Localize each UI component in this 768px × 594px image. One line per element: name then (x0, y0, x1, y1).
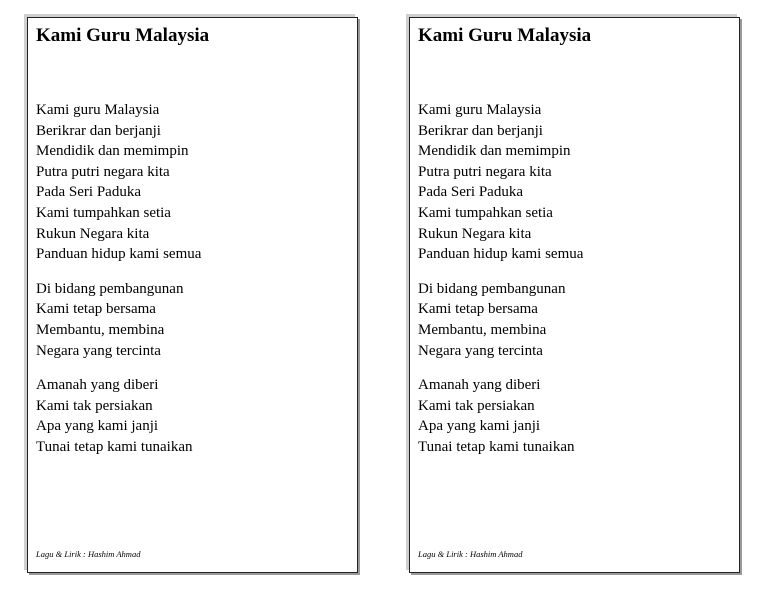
lyric-line: Panduan hidup kami semua (36, 246, 202, 263)
stanza-1 (36, 100, 201, 265)
lyric-line: Berikrar dan berjanji (418, 122, 543, 139)
lyric-card-left (27, 17, 358, 573)
lyric-line: Pada Seri Paduka (418, 184, 523, 201)
song-credit: Lagu & Lirik : Hashim Ahmad (418, 549, 523, 559)
lyric-line: Tunai tetap kami tunaikan (36, 438, 193, 455)
lyric-line: Mendidik dan memimpin (418, 143, 571, 160)
lyrics-body (36, 100, 201, 458)
stanza-2 (36, 279, 201, 361)
song-title: Kami Guru Malaysia (36, 25, 210, 46)
lyric-line: Di bidang pembangunan (36, 280, 184, 297)
lyric-line: Rukun Negara kita (36, 225, 150, 242)
lyric-line: Membantu, membina (36, 321, 165, 338)
lyric-line: Mendidik dan memimpin (36, 143, 189, 160)
lyric-line: Membantu, membina (418, 321, 547, 338)
lyric-line: Putra putri negara kita (36, 163, 170, 180)
lyric-line: Apa yang kami janji (418, 418, 541, 435)
lyric-line: Apa yang kami janji (36, 418, 159, 435)
song-credit: Lagu & Lirik : Hashim Ahmad (36, 549, 141, 559)
lyric-line: Rukun Negara kita (418, 225, 532, 242)
lyric-line: Kami guru Malaysia (418, 102, 542, 118)
stanza-2 (418, 279, 583, 361)
lyric-line: Kami tak persiakan (418, 397, 535, 414)
stanza-3 (418, 375, 583, 457)
lyric-line: Kami tetap bersama (36, 301, 156, 318)
lyric-line: Tunai tetap kami tunaikan (418, 438, 575, 455)
stanza-3 (36, 375, 201, 457)
lyric-line: Negara yang tercinta (36, 342, 161, 359)
lyric-line: Di bidang pembangunan (418, 280, 566, 297)
lyric-line: Kami tetap bersama (418, 301, 538, 318)
lyric-line: Negara yang tercinta (418, 342, 543, 359)
lyric-line: Kami guru Malaysia (36, 102, 160, 118)
lyrics-body (418, 100, 583, 458)
lyric-line: Kami tak persiakan (36, 397, 153, 414)
lyric-line: Berikrar dan berjanji (36, 122, 161, 139)
lyric-line: Pada Seri Paduka (36, 184, 141, 201)
stanza-1 (418, 100, 583, 265)
lyric-line: Kami tumpahkan setia (418, 204, 553, 221)
lyric-line: Amanah yang diberi (418, 377, 541, 394)
lyric-line: Amanah yang diberi (36, 377, 159, 394)
lyric-line: Putra putri negara kita (418, 163, 552, 180)
lyric-card-right (409, 17, 740, 573)
song-title: Kami Guru Malaysia (418, 25, 592, 46)
lyric-line: Panduan hidup kami semua (418, 246, 584, 263)
lyric-line: Kami tumpahkan setia (36, 204, 171, 221)
